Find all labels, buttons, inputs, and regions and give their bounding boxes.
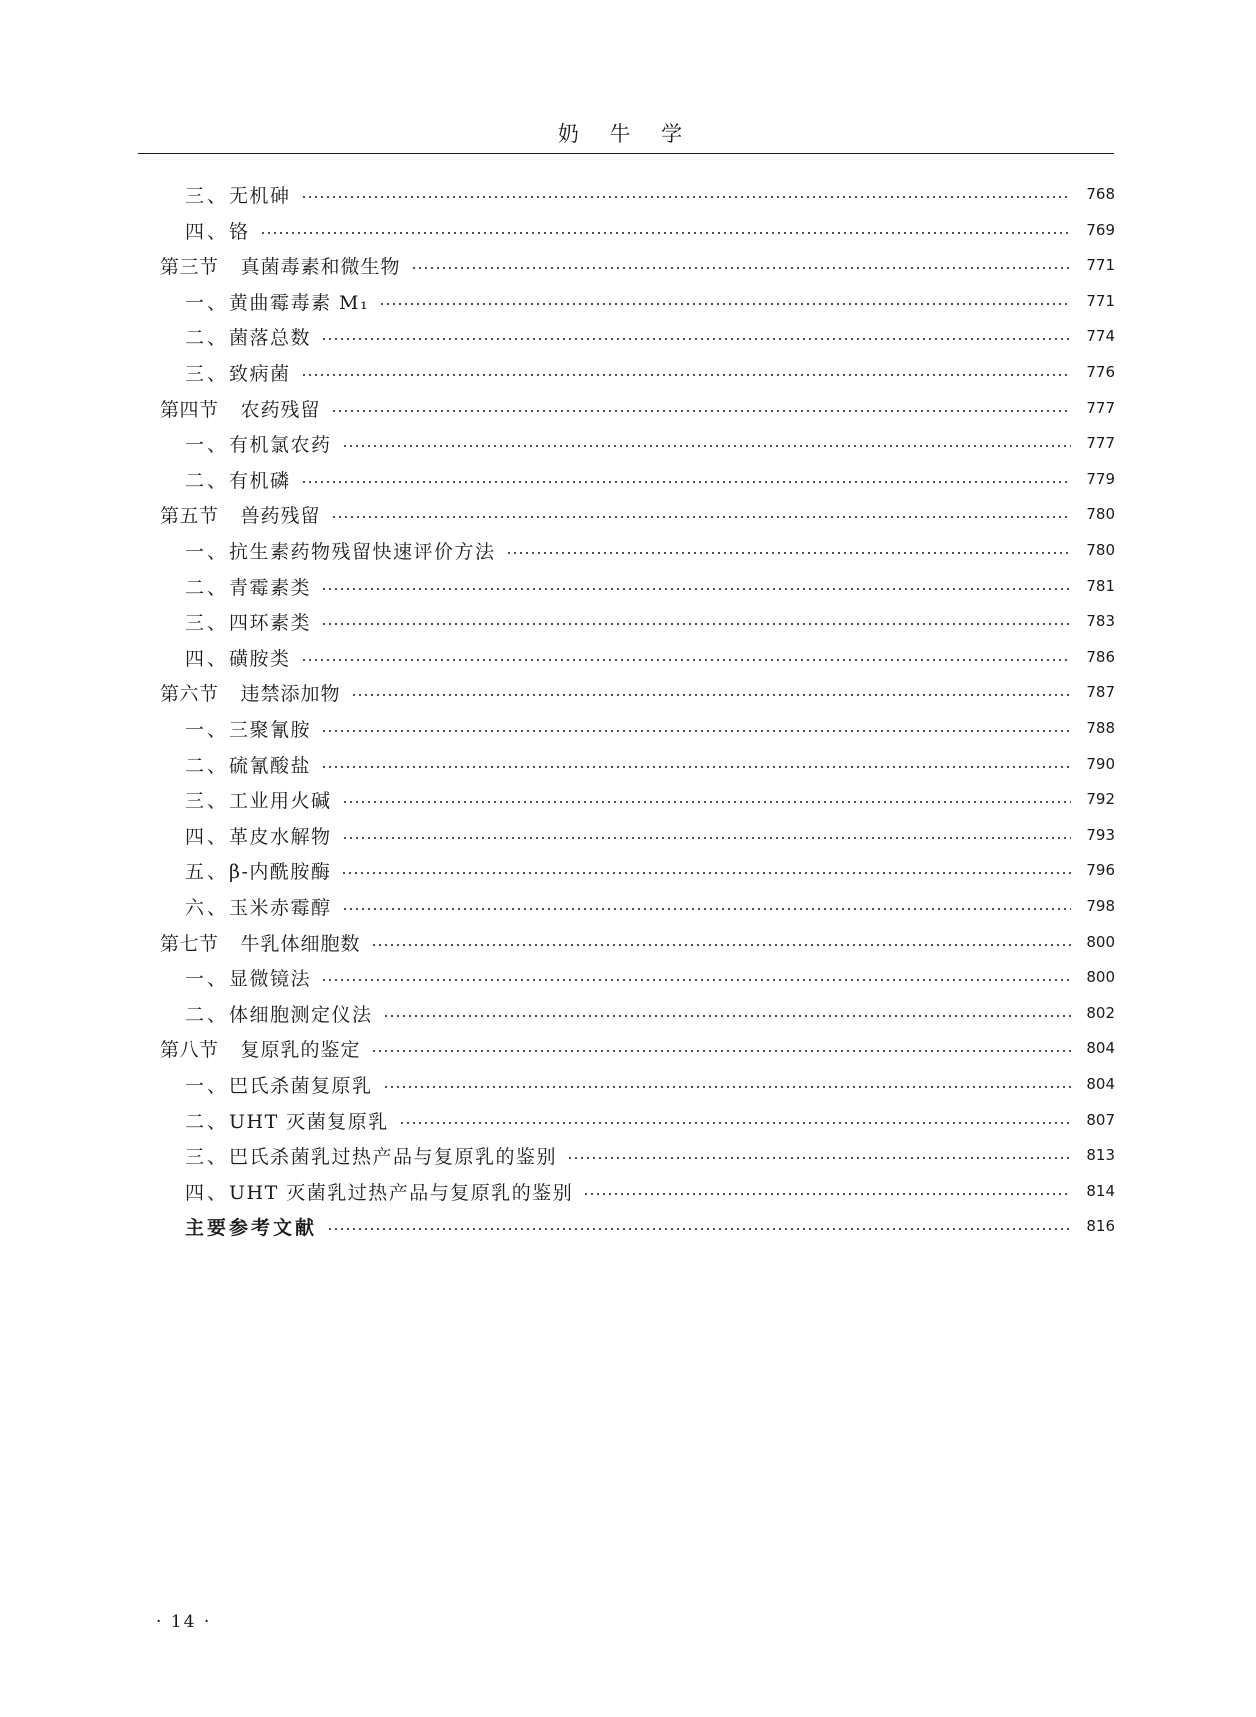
toc-entry-page: 800 — [1086, 968, 1115, 986]
toc-subsection — [185, 571, 1115, 601]
toc-subsection — [185, 428, 1115, 458]
toc-entry-page: 792 — [1086, 790, 1115, 808]
page-number: · 14 · — [156, 1612, 212, 1632]
toc-entry-page: 807 — [1086, 1111, 1115, 1129]
toc-entry-label: 四、 — [185, 220, 230, 243]
toc-entry-label: 四、 — [185, 825, 230, 848]
dot-leader — [383, 1086, 1071, 1088]
toc-entry-title: 巴氏杀菌乳过热产品与复原乳的鉴别 — [229, 1145, 558, 1168]
dot-leader — [411, 267, 1071, 269]
toc-entry-title: 三聚氰胺 — [229, 718, 312, 741]
toc-entry-title: UHT 灭菌乳过热产品与复原乳的鉴别 — [229, 1181, 574, 1204]
toc-subsection — [185, 855, 1115, 885]
toc-subsection — [185, 179, 1115, 209]
toc-subsection — [185, 1069, 1115, 1099]
toc-entry-title: 工业用火碱 — [229, 789, 332, 812]
toc-entry-page: 777 — [1086, 399, 1115, 417]
toc-entry-page: 813 — [1086, 1146, 1115, 1164]
toc-entry-title: 有机氯农药 — [229, 433, 332, 456]
toc-entry-page: 788 — [1086, 719, 1115, 737]
toc-entry-label: 一、 — [185, 967, 230, 990]
dot-leader — [342, 908, 1071, 910]
toc-entry-label: 第八节 — [160, 1038, 219, 1061]
toc-entry-label: 三、 — [185, 611, 230, 634]
toc-subsection — [185, 321, 1115, 351]
dot-leader — [327, 1228, 1071, 1230]
toc-entry-title: 抗生素药物残留快速评价方法 — [229, 540, 496, 563]
toc-entry-page: 804 — [1086, 1039, 1115, 1057]
dot-leader — [260, 232, 1071, 234]
toc-subsection — [185, 1105, 1115, 1135]
toc-entry-title: 牛乳体细胞数 — [240, 932, 361, 955]
toc-subsection — [185, 357, 1115, 387]
dot-leader — [321, 338, 1071, 340]
toc-subsection — [185, 1140, 1115, 1170]
toc-entry-page: 804 — [1086, 1075, 1115, 1093]
toc-entry-title: 硫氰酸盐 — [229, 754, 312, 777]
toc-entry-title: 违禁添加物 — [240, 682, 341, 705]
toc-entry-label: 二、 — [185, 754, 230, 777]
toc-subsection — [185, 535, 1115, 565]
toc-entry-label: 第四节 — [160, 398, 219, 421]
toc-entry-label: 二、 — [185, 576, 230, 599]
toc-entry-page: 780 — [1086, 505, 1115, 523]
toc-entry-label: 第五节 — [160, 504, 219, 527]
toc-entry-title: 复原乳的鉴定 — [240, 1038, 361, 1061]
toc-entry-title: 青霉素类 — [229, 576, 312, 599]
header-rule — [138, 153, 1114, 154]
toc-subsection — [185, 820, 1115, 850]
dot-leader — [506, 552, 1071, 554]
toc-entry-page: 786 — [1086, 648, 1115, 666]
toc-subsection — [185, 962, 1115, 992]
toc-entry-page: 779 — [1086, 470, 1115, 488]
dot-leader — [321, 979, 1071, 981]
toc-entry-page: 816 — [1086, 1217, 1115, 1235]
dot-leader — [342, 801, 1071, 803]
toc-subsection — [185, 606, 1115, 636]
toc-entry-title: 显微镜法 — [229, 967, 312, 990]
toc-entry-title: 四环素类 — [229, 611, 312, 634]
toc-entry-title: 有机磷 — [229, 469, 291, 492]
toc-entry-title: 玉米赤霉醇 — [229, 896, 332, 919]
toc-entry-page: 800 — [1086, 933, 1115, 951]
toc-entry-title: 无机砷 — [229, 184, 291, 207]
toc-entry-label: 四、 — [185, 647, 230, 670]
toc-entry-label: 二、 — [185, 326, 230, 349]
dot-leader — [583, 1193, 1071, 1195]
toc-entry-label: 第六节 — [160, 682, 219, 705]
toc-entry-label: 第三节 — [160, 255, 219, 278]
toc-entry-page: 793 — [1086, 826, 1115, 844]
dot-leader — [321, 730, 1071, 732]
toc-subsection — [185, 642, 1115, 672]
toc-entry-label: 一、 — [185, 718, 230, 741]
toc-entry-page: 771 — [1086, 256, 1115, 274]
toc-entry-title: 主要参考文献 — [185, 1216, 318, 1239]
dot-leader — [301, 374, 1071, 376]
toc-entry-label: 四、 — [185, 1181, 230, 1204]
toc-entry-page: 787 — [1086, 683, 1115, 701]
toc-subsection — [185, 215, 1115, 245]
running-header: 奶 牛 学 — [557, 122, 695, 146]
dot-leader — [567, 1157, 1071, 1159]
toc-subsection — [185, 286, 1115, 316]
toc-entry-page: 774 — [1086, 327, 1115, 345]
dot-leader — [301, 659, 1071, 661]
toc-subsection — [185, 784, 1115, 814]
toc-section — [160, 677, 1115, 707]
toc-entry-label: 六、 — [185, 896, 230, 919]
toc-entry-label: 三、 — [185, 362, 230, 385]
dot-leader — [331, 516, 1071, 518]
dot-leader — [351, 694, 1071, 696]
toc-entry-title: 铬 — [229, 220, 250, 243]
toc-entry-references — [185, 1211, 1115, 1241]
toc-section — [160, 393, 1115, 423]
dot-leader — [321, 623, 1071, 625]
toc-entry-title: 体细胞测定仪法 — [229, 1003, 373, 1026]
toc-entry-title: β-内酰胺酶 — [229, 860, 332, 883]
toc-entry-label: 三、 — [185, 1145, 230, 1168]
toc-entry-title: 黄曲霉毒素 M₁ — [229, 291, 370, 314]
dot-leader — [379, 303, 1071, 305]
toc-entry-page: 814 — [1086, 1182, 1115, 1200]
toc-entry-label: 一、 — [185, 433, 230, 456]
toc-entry-title: 革皮水解物 — [229, 825, 332, 848]
toc-entry-title: 致病菌 — [229, 362, 291, 385]
toc-entry-label: 三、 — [185, 789, 230, 812]
dot-leader — [383, 1015, 1071, 1017]
toc-subsection — [185, 749, 1115, 779]
toc-section — [160, 927, 1115, 957]
toc-section — [160, 499, 1115, 529]
toc-entry-label: 三、 — [185, 184, 230, 207]
toc-entry-label: 一、 — [185, 1074, 230, 1097]
toc-entry-title: 菌落总数 — [229, 326, 312, 349]
toc-entry-label: 第七节 — [160, 932, 219, 955]
dot-leader — [342, 445, 1071, 447]
toc-subsection — [185, 998, 1115, 1028]
toc-entry-page: 777 — [1086, 434, 1115, 452]
toc-subsection — [185, 891, 1115, 921]
dot-leader — [342, 837, 1071, 839]
toc-subsection — [185, 713, 1115, 743]
toc-entry-label: 五、 — [185, 860, 230, 883]
toc-entry-label: 一、 — [185, 540, 230, 563]
toc-entry-title: 巴氏杀菌复原乳 — [229, 1074, 373, 1097]
toc-entry-page: 790 — [1086, 755, 1115, 773]
toc-entry-page: 781 — [1086, 577, 1115, 595]
toc-entry-title: 兽药残留 — [240, 504, 321, 527]
dot-leader — [371, 1050, 1071, 1052]
toc-entry-page: 776 — [1086, 363, 1115, 381]
dot-leader — [371, 944, 1071, 946]
toc-subsection — [185, 464, 1115, 494]
dot-leader — [331, 410, 1071, 412]
toc-section — [160, 1033, 1115, 1063]
toc-entry-title: UHT 灭菌复原乳 — [229, 1110, 389, 1133]
toc-entry-page: 768 — [1086, 185, 1115, 203]
toc-entry-page: 780 — [1086, 541, 1115, 559]
toc-entry-page: 802 — [1086, 1004, 1115, 1022]
toc-subsection — [185, 1176, 1115, 1206]
dot-leader — [321, 588, 1071, 590]
toc-entry-label: 二、 — [185, 1110, 230, 1133]
toc-entry-page: 783 — [1086, 612, 1115, 630]
dot-leader — [301, 196, 1071, 198]
toc-section — [160, 250, 1115, 280]
toc-entry-title: 真菌毒素和微生物 — [240, 255, 401, 278]
dot-leader — [321, 766, 1071, 768]
toc-entry-label: 二、 — [185, 1003, 230, 1026]
dot-leader — [301, 481, 1071, 483]
toc-entry-label: 一、 — [185, 291, 230, 314]
toc-entry-page: 769 — [1086, 221, 1115, 239]
toc-entry-page: 796 — [1086, 861, 1115, 879]
toc-entry-label: 二、 — [185, 469, 230, 492]
toc-entry-page: 771 — [1086, 292, 1115, 310]
toc-entry-title: 磺胺类 — [229, 647, 291, 670]
toc-entry-page: 798 — [1086, 897, 1115, 915]
dot-leader — [399, 1122, 1071, 1124]
toc-entry-title: 农药残留 — [240, 398, 321, 421]
dot-leader — [341, 872, 1071, 874]
